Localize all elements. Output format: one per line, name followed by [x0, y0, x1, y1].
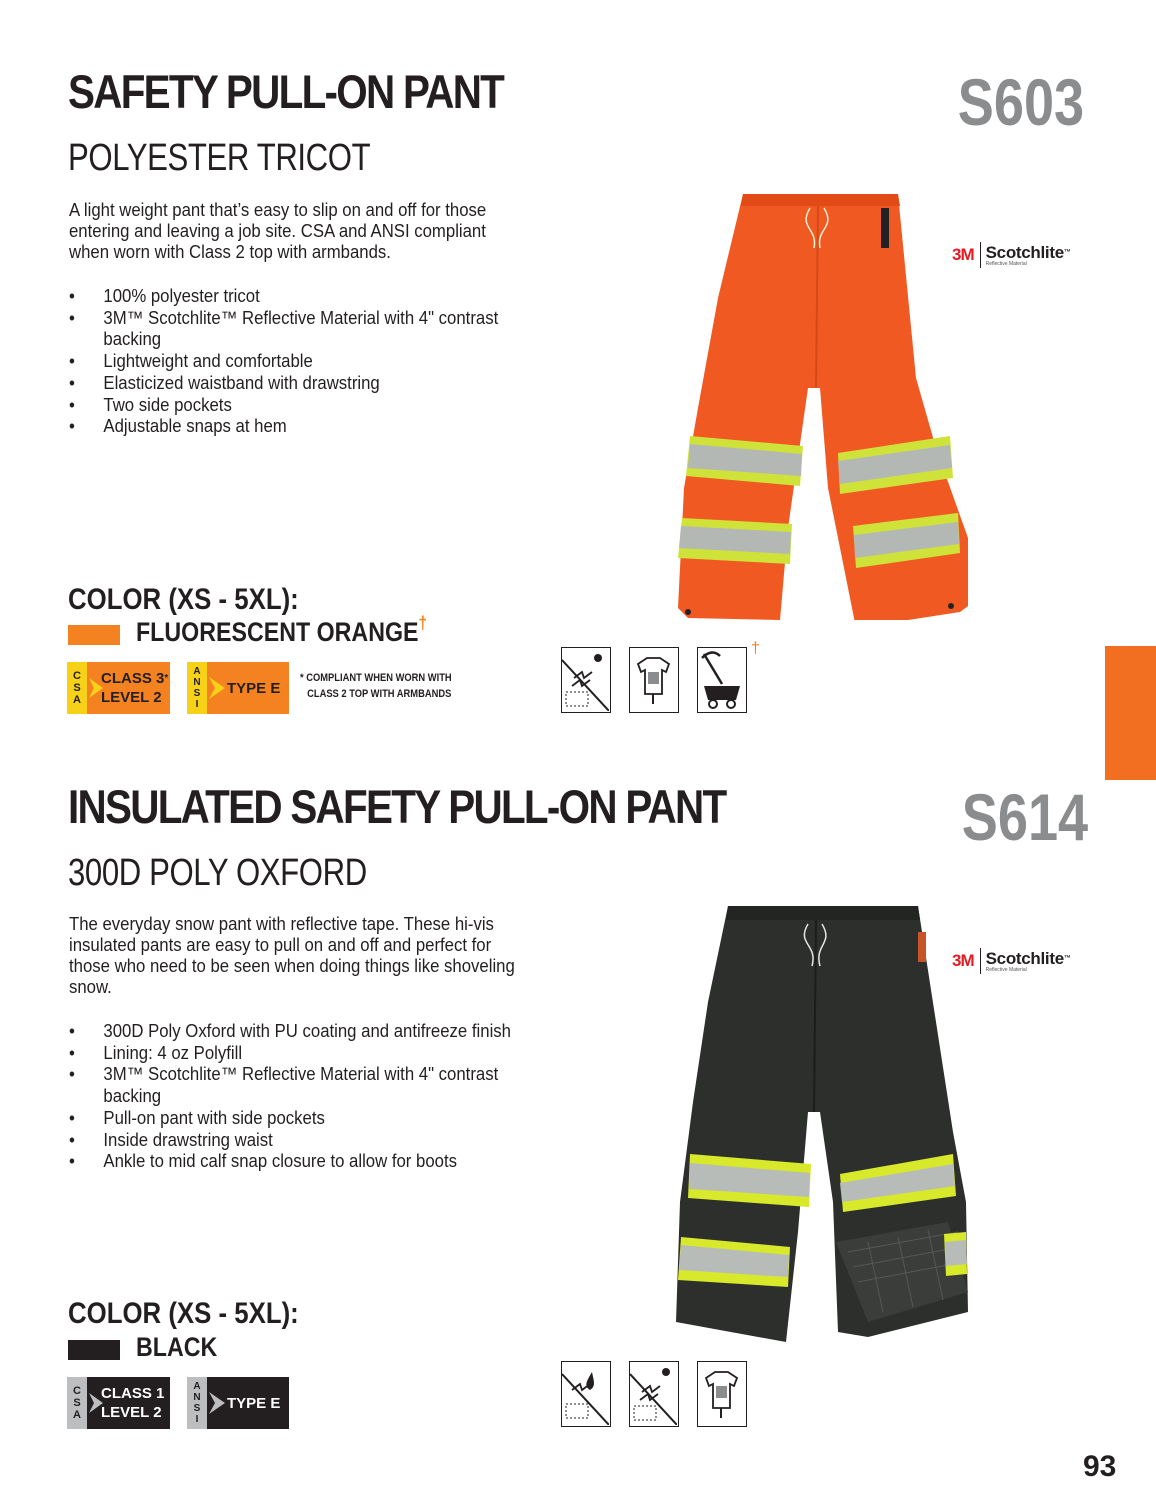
product-subtitle: 300D POLY OXFORD [68, 852, 367, 894]
color-swatch [68, 625, 120, 645]
star-icon [209, 677, 225, 699]
scotchlite-logo: 3M Scotchlite™ Reflective Material [952, 242, 1071, 267]
color-name: BLACK [136, 1332, 218, 1362]
icon-dagger-mark: † [751, 640, 760, 657]
feature-item: • Lining: 4 oz Polyfill [69, 1042, 243, 1063]
feature-item: • Pull-on pant with side pockets [69, 1107, 325, 1128]
section-tab [1105, 646, 1156, 780]
product-description: The everyday snow pant with reflective tape. These hi-vis insulated pants are easy to pull on and off and perfect for those who need to be seen when doing things like shoveling snow. [69, 914, 515, 997]
product-code: S614 [961, 780, 1088, 854]
reflective-visibility-icon [561, 647, 611, 713]
feature-list [69, 1021, 517, 1173]
ansi-badge: A N S I TYPE E [187, 662, 289, 714]
product-image-black-pant [668, 902, 973, 1347]
compliance-note: * COMPLIANT WHEN WORN WITH CLASS 2 TOP WITH ARMBANDS [300, 672, 452, 700]
product-image-orange-pant [668, 188, 973, 620]
feature-item: • 3M™ Scotchlite™ Reflective Material with 4" contrast backing [69, 1064, 499, 1107]
star-icon [89, 1393, 103, 1413]
feature-item: • Two side pockets [69, 394, 232, 415]
feature-item: • Elasticized waistband with drawstring [69, 372, 380, 393]
feature-item: • Lightweight and comfortable [69, 351, 313, 372]
feature-item: • 300D Poly Oxford with PU coating and antifreeze finish [69, 1021, 511, 1041]
feature-item: • 100% polyester tricot [69, 286, 260, 306]
shirt-layer-icon [629, 647, 679, 713]
color-heading: COLOR (XS - 5XL): [68, 583, 299, 616]
csa-badge: C S A CLASS 3* LEVEL 2 [67, 662, 170, 714]
ansi-badge: A N S I TYPE E [187, 1377, 289, 1429]
feature-item: • Ankle to mid calf snap closure to allow for boots [69, 1151, 457, 1172]
mining-cart-icon [697, 647, 747, 713]
csa-badge: C S A CLASS 1 LEVEL 2 [67, 1377, 170, 1429]
product-subtitle: POLYESTER TRICOT [68, 137, 371, 179]
color-swatch [68, 1340, 120, 1360]
color-heading: COLOR (XS - 5XL): [68, 1297, 299, 1330]
water-resistant-icon [561, 1361, 611, 1427]
star-icon [209, 1392, 225, 1414]
feature-list [69, 286, 517, 438]
feature-item: • 3M™ Scotchlite™ Reflective Material with 4" contrast backing [69, 307, 499, 350]
product-code: S603 [957, 65, 1084, 139]
reflective-visibility-icon [629, 1361, 679, 1427]
feature-item: • Adjustable snaps at hem [69, 416, 287, 437]
star-icon [89, 678, 103, 698]
product-title: SAFETY PULL-ON PANT [68, 65, 504, 118]
color-name: FLUORESCENT ORANGE† [136, 613, 428, 647]
page-number: 93 [1083, 1450, 1117, 1483]
scotchlite-logo: 3M Scotchlite™ Reflective Material [952, 948, 1071, 973]
product-title: INSULATED SAFETY PULL-ON PANT [68, 780, 726, 833]
product-description: A light weight pant that’s easy to slip on and off for those entering and leaving a job site. CSA and ANSI compliant when worn with Class 2 top with armbands. [69, 200, 487, 262]
feature-item: • Inside drawstring waist [69, 1129, 273, 1150]
shirt-layer-icon [697, 1361, 747, 1427]
